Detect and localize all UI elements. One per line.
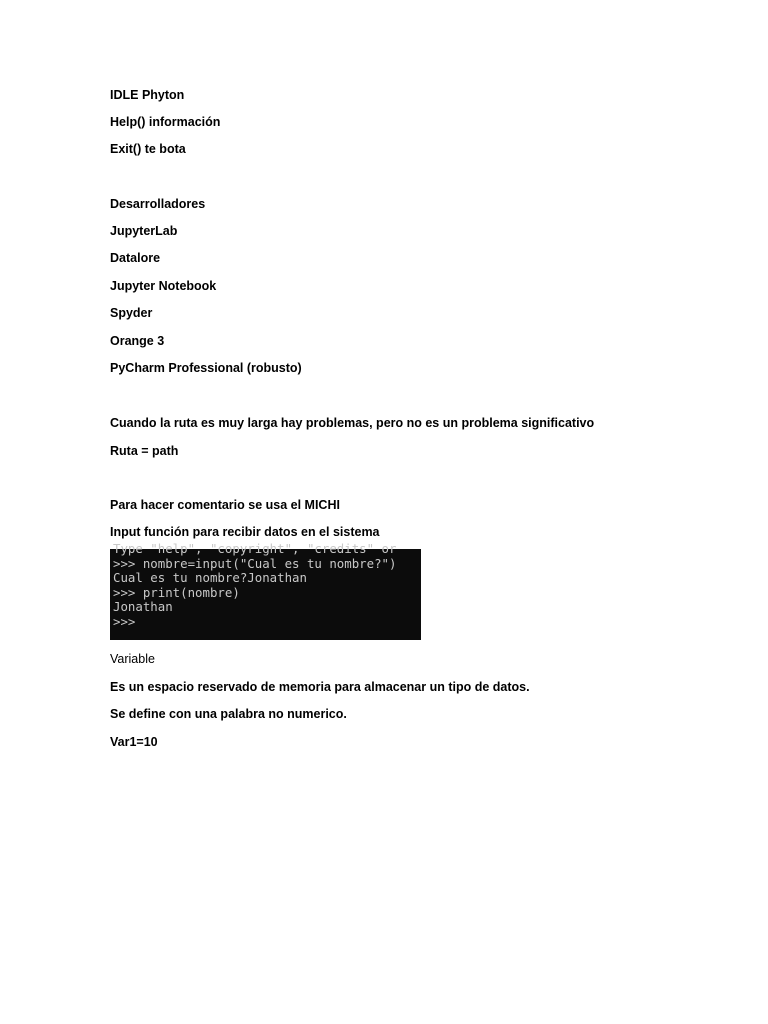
text-variable-definition: Es un espacio reservado de memoria para almacenar un tipo de datos. — [110, 680, 530, 694]
text-input-funcion: Input función para recibir datos en el sistema — [110, 525, 380, 539]
heading-idle-phyton: IDLE Phyton — [110, 88, 185, 102]
list-item-pycharm: PyCharm Professional (robusto) — [110, 361, 302, 375]
text-ruta-larga: Cuando la ruta es muy larga hay problemas, pero no es un problema significativo — [110, 416, 595, 430]
text-variable-naming: Se define con una palabra no numerico. — [110, 707, 347, 721]
text-ruta-path: Ruta = path — [110, 444, 179, 458]
list-item-jupyter-notebook: Jupyter Notebook — [110, 279, 217, 293]
terminal-line-prompt: >>> — [113, 613, 136, 629]
heading-desarrolladores: Desarrolladores — [110, 197, 206, 211]
list-item-jupyterlab: JupyterLab — [110, 224, 178, 238]
list-item-datalore: Datalore — [110, 251, 161, 265]
terminal-line-print-call: >>> print(nombre) — [113, 584, 240, 600]
list-item-spyder: Spyder — [110, 306, 153, 320]
terminal-line-print-output: Jonathan — [113, 599, 173, 615]
text-help-info: Help() información — [110, 115, 221, 129]
heading-variable: Variable — [110, 652, 155, 666]
text-comentario-michi: Para hacer comentario se usa el MICHI — [110, 498, 340, 512]
python-terminal-screenshot — [110, 541, 421, 640]
terminal-line-prompt-output: Cual es tu nombre?Jonathan — [113, 570, 307, 586]
list-item-orange3: Orange 3 — [110, 334, 165, 348]
terminal-line-banner: Type "help", "copyright", "credits" or — [113, 541, 397, 556]
text-variable-example: Var1=10 — [110, 735, 158, 749]
terminal-line-input-call: >>> nombre=input("Cual es tu nombre?") — [113, 555, 397, 571]
text-exit: Exit() te bota — [110, 142, 186, 156]
